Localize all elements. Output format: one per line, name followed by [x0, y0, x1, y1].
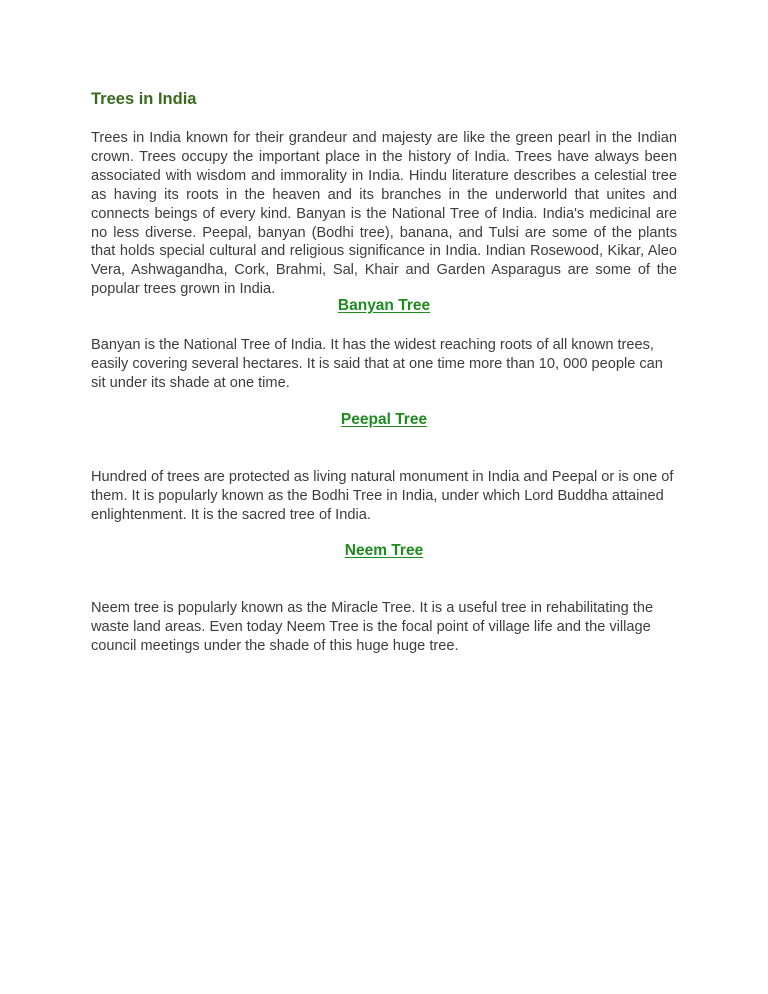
banyan-tree-paragraph: Banyan is the National Tree of India. It has the widest reaching roots of all known trees, easily covering several hectares. It is said that at one time more than 10, 000 people can sit under its shade at one time. — [91, 337, 663, 391]
neem-tree-heading: Neem Tree — [344, 542, 424, 559]
intro-paragraph: Trees in India known for their grandeur and majesty are like the green pearl in the Indian crown. Trees occupy the important place in the history of India. Trees have always been associated with wisdom and immorality in India. Hindu literature describes a celestial tree as having its roots in the heaven and its branches in the underworld that unites and connects beings of every kind. Banyan is the National Tree of India. India's medicinal are no less diverse. Peepal, banyan (Bodhi tree), banana, and Tulsi are some of the plants that holds special cultural and religious significance in India. Indian Rosewood, Kikar, Aleo Vera, Ashwagandha, Cork, Brahmi, Sal, Khair and Garden Asparagus are some of the popular trees grown in India. — [91, 130, 677, 298]
page-title: Trees in India — [91, 90, 197, 108]
neem-tree-paragraph: Neem tree is popularly known as the Miracle Tree. It is a useful tree in rehabilitating the waste land areas. Even today Neem Tree is the focal point of village life and the village council meetings under the shade of this huge huge tree. — [91, 600, 654, 654]
peepal-tree-paragraph: Hundred of trees are protected as living natural monument in India and Peepal or is one of them. It is popularly known as the Bodhi Tree in India, under which Lord Buddha attained enlightenment. It is the sacred tree of India. — [91, 469, 674, 523]
banyan-tree-heading: Banyan Tree — [337, 297, 431, 314]
peepal-tree-heading: Peepal Tree — [340, 411, 428, 428]
